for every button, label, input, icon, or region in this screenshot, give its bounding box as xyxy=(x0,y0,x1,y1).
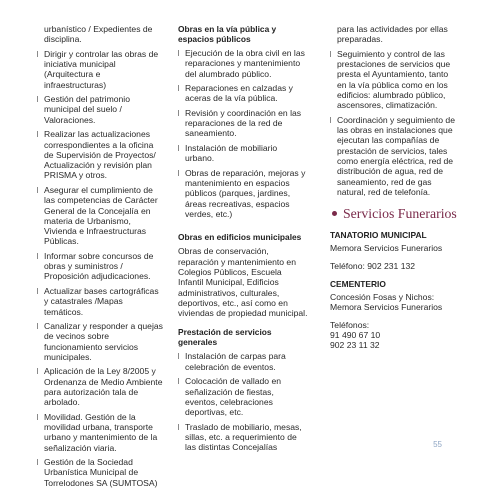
list-item: urbanístico / Expedientes de disciplina. xyxy=(44,24,153,45)
funerarios-section xyxy=(330,230,460,351)
list-item: Instalación de mobiliario urbano. xyxy=(178,143,308,164)
column-2 xyxy=(178,24,308,457)
list-item: Coordinación y seguimiento de las obras en instalaciones que ejecutan las compañías de prestación de servicios, tales como energía eléctrica, red de distribución de agua, red de saneamiento, red de gas natural, red de telefonía. xyxy=(330,115,456,197)
bullet-dot-icon xyxy=(332,211,337,216)
list-item: Actualizar bases cartográficas y catastrales /Mapas temáticos. xyxy=(37,286,163,317)
list-item: Reparaciones en calzadas y aceras de la vía pública. xyxy=(178,83,308,104)
page-number: 55 xyxy=(433,440,442,449)
col3-list xyxy=(330,24,456,197)
list-item: Asegurar el cumplimiento de las competencias de Carácter General de la Concejalía en materia de Urbanismo, Vivienda e Infraestructuras Públicas. xyxy=(37,185,163,247)
via-publica-list xyxy=(178,48,308,219)
heading-text: Servicios Funerarios xyxy=(343,206,457,221)
section-title-servicios-generales: Prestación de servicios generales xyxy=(178,327,272,348)
tanatorio-text: Memora Servicios Funerarios xyxy=(330,243,443,254)
list-item: Gestión de la Sociedad Urbanística Municipal de Torrelodones SA (SUMTOSA) xyxy=(37,457,163,488)
list-item: Realizar las actualizaciones correspondientes a la oficina de Supervisión de Proyectos/ Actualización y revisión plan PRISMA y otros. xyxy=(37,129,163,180)
list-item: Instalación de carpas para celebración de eventos. xyxy=(178,351,308,372)
list-item: Informar sobre concursos de obras y suministros / Proposición adjudicaciones. xyxy=(37,251,163,282)
column-1 xyxy=(37,24,163,492)
list-item: Gestión del patrimonio municipal del suelo / Valoraciones. xyxy=(37,94,163,125)
cementerio-phones-label: Teléfonos: xyxy=(330,319,370,330)
servicios-generales-list xyxy=(178,351,308,452)
cementerio-phone-2: 902 23 11 32 xyxy=(330,340,380,351)
list-item: Canalizar y responder a quejas de vecinos sobre funcionamiento servicios municipales. xyxy=(37,321,163,362)
cementerio-text-2: Memora Servicios Funerarios xyxy=(330,302,443,313)
cementerio-text-1: Concesión Fosas y Nichos: xyxy=(330,292,435,303)
cementerio-title: CEMENTERIO xyxy=(330,278,386,289)
list-item: Traslado de mobiliario, mesas, sillas, etc. a requerimiento de las distintas Concejalías xyxy=(178,422,308,453)
list-item: Seguimiento y control de las prestaciones de servicios que presta el Ayuntamiento, tanto en la vía pública como en los edificios: alumbrado público, ascensores, climatización. xyxy=(330,49,456,111)
list-item: para las actividades por ellas preparadas. xyxy=(337,24,448,45)
section-title-edificios: Obras en edificios municipales xyxy=(178,232,302,243)
list-item: Aplicación de la Ley 8/2005 y Ordenanza de Medio Ambiente para autorización tala de arbolado. xyxy=(37,366,163,407)
column-3 xyxy=(330,24,456,201)
list-item: Movilidad. Gestión de la movilidad urbana, transporte urbano y mantenimiento de la señalización viaria. xyxy=(37,412,163,453)
servicios-funerarios-heading xyxy=(330,206,457,222)
edificios-text: Obras de conservación, reparación y mantenimiento en Colegios Públicos, Escuela Infantil Municipal, Edificios administrativos, culturales, deportivos, etc., así como en viviendas de propiedad municipal. xyxy=(178,246,308,319)
tanatorio-title: TANATORIO MUNICIPAL xyxy=(330,230,427,240)
list-item: Dirigir y controlar las obras de iniciativa municipal (Arquitectura e infraestructuras) xyxy=(37,49,163,90)
list-item: Revisión y coordinación en las reparaciones de la red de saneamiento. xyxy=(178,108,308,139)
tanatorio-phone: Teléfono: 902 231 132 xyxy=(330,260,416,271)
list-item: Obras de reparación, mejoras y mantenimiento en espacios públicos (parques, jardines, áreas recreativas, espacios verdes, etc.) xyxy=(178,168,308,219)
list-item: Colocación de vallado en señalización de fiestas, eventos, celebraciones deportivas, etc. xyxy=(178,376,308,417)
list-item: Ejecución de la obra civil en las reparaciones y mantenimiento del alumbrado público. xyxy=(178,48,308,79)
col1-list xyxy=(37,24,163,488)
cementerio-phone-1: 91 490 67 10 xyxy=(330,330,381,341)
section-title-via-publica: Obras en la vía pública y espacios públicos xyxy=(178,24,277,44)
